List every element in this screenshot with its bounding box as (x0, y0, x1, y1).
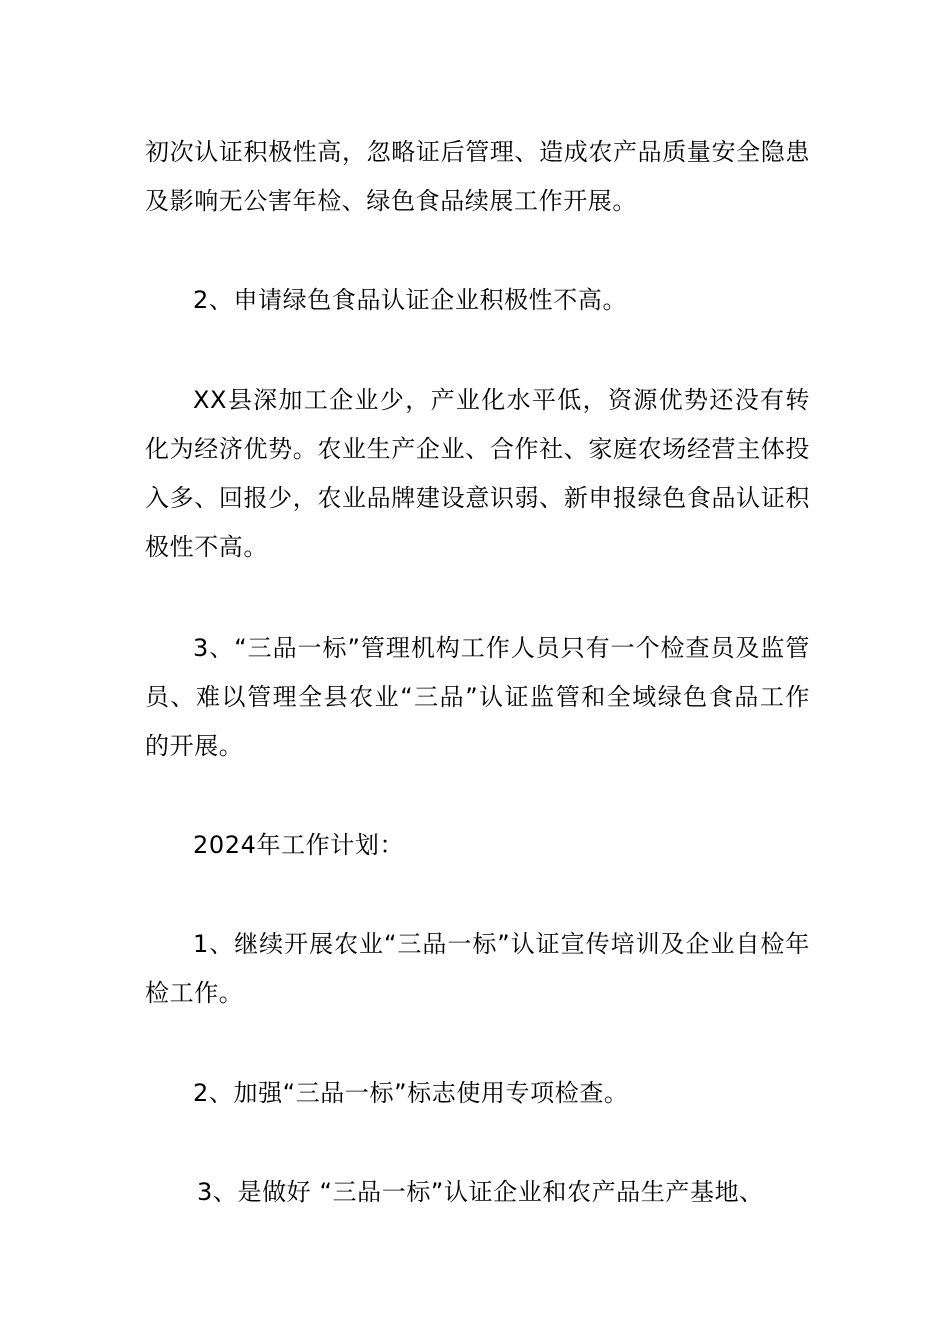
plan-item-2: 2、加强“三品一标”标志使用专项检查。 (193, 1079, 629, 1107)
plan-item-3: 3、是做好 “三品一标”认证企业和农产品生产基地、 (197, 1178, 764, 1206)
paragraph-item-2-heading: 2、申请绿色食品认证企业积极性不高。 (193, 286, 628, 314)
plan-item-1: 1、继续开展农业“三品一标”认证宣传培训及企业自检年检工作。 (145, 930, 810, 1007)
paragraph-county-enterprise-analysis: XX县深加工企业少，产业化水平低，资源优势还没有转化为经济优势。农业生产企业、合作社、家庭农场经营主体投入多、回报少，农业品牌建设意识弱、新申报绿色食品认证积极性不高。 (145, 386, 810, 561)
paragraph-certification-issue-continued: 初次认证积极性高，忽略证后管理、造成农产品质量安全隐患及影响无公害年检、绿色食品续展工作开展。 (145, 138, 810, 215)
paragraph-item-3-staffing: 3、“三品一标”管理机构工作人员只有一个检查员及监管员、难以管理全县农业“三品”认证监管和全域绿色食品工作的开展。 (145, 634, 810, 760)
section-heading-2024-work-plan: 2024年工作计划： (193, 831, 405, 859)
